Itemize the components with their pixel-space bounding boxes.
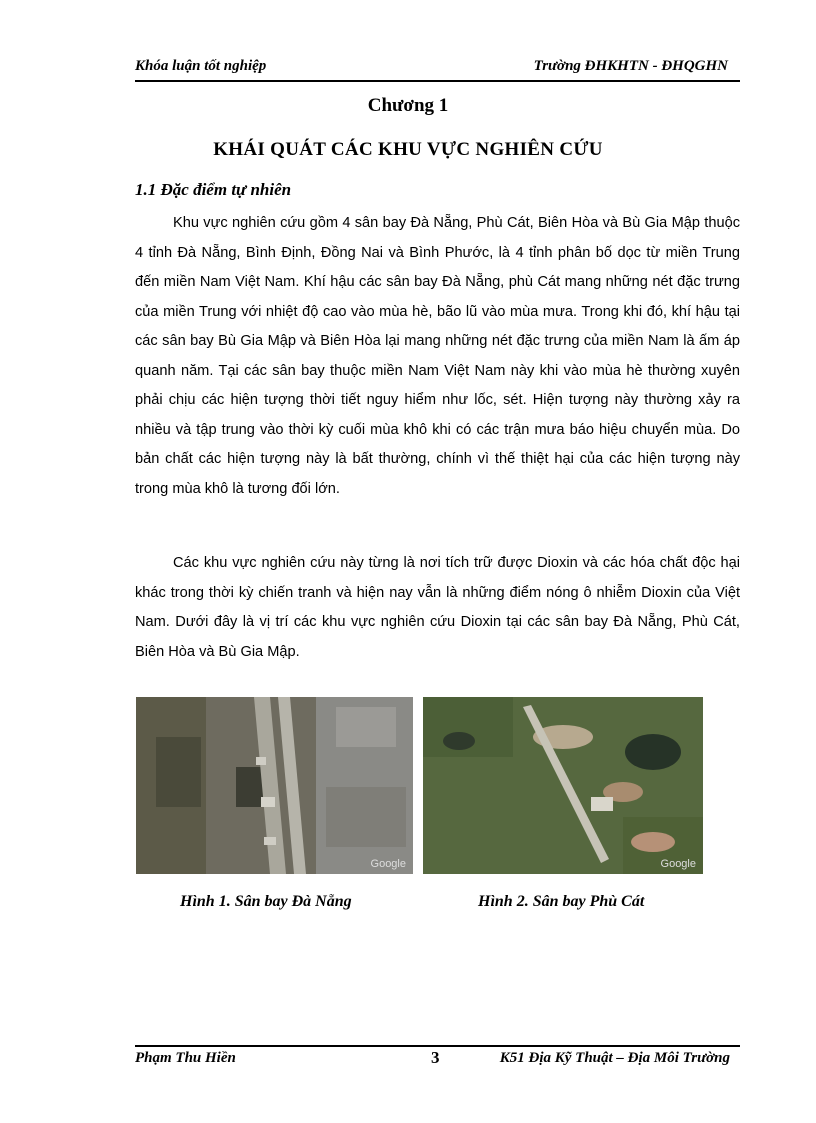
figure-2-caption: Hình 2. Sân bay Phù Cát [478, 893, 645, 910]
chapter-title: KHÁI QUÁT CÁC KHU VỰC NGHIÊN CỨU [213, 139, 603, 160]
body-paragraph-1: Khu vực nghiên cứu gồm 4 sân bay Đà Nẵng, Phù Cát, Biên Hòa và Bù Gia Mập thuộc 4 tỉnh Đà Nẵng, Bình Định, Đồng Nai và Bình Phước, là 4 tỉnh phân bố dọc từ miền Trung đến miền Nam Việt Nam. Khí hậu các sân bay Đà Nẵng, phù Cát mang những nét đặc trưng của miền Trung với nhiệt độ cao vào mùa hè, bão lũ vào mùa mưa. Trong khi đó, khí hậu tại các sân bay Bù Gia Mập và Biên Hòa lại mang những nét đặc trưng của miền Nam là ấm áp quanh năm. Tại các sân bay thuộc miền Nam Việt Nam này khi vào mùa hè thường xuyên phải chịu các hiện tượng thời tiết nguy hiểm như lốc, sét. Hiện tượng này thường xảy ra nhiều và tập trung vào thời kỳ cuối mùa khô khi có các trận mưa báo hiệu chuyển mùa. Do bản chất các hiện tượng này là bất thường, chính vì thế thiệt hại của các hiện tượng này trong mùa khô là tương đối lớn. [135, 215, 740, 497]
page-footer [135, 1045, 740, 1075]
footer-course: K51 Địa Kỹ Thuật – Địa Môi Trường [499, 1050, 730, 1066]
chapter-heading: Chương 1 [367, 95, 449, 116]
figure-1-caption: Hình 1. Sân bay Đà Nẵng [180, 893, 352, 910]
figure-2-satellite-image [423, 697, 703, 874]
figure-1-watermark: Google [370, 858, 406, 870]
header-thesis-label: Khóa luận tốt nghiệp [135, 58, 267, 74]
figure-1-satellite-image [136, 697, 413, 874]
footer-author: Phạm Thu Hiền [135, 1050, 236, 1066]
section-heading: 1.1 Đặc điểm tự nhiên [135, 180, 292, 199]
page-header [135, 56, 740, 82]
header-university-label: Trường ĐHKHTN - ĐHQGHN [533, 58, 728, 74]
page-number: 3 [431, 1048, 440, 1067]
body-paragraph-2: Các khu vực nghiên cứu này từng là nơi tích trữ được Dioxin và các hóa chất độc hại khác trong thời kỳ chiến tranh và hiện nay vẫn là những điểm nóng ô nhiễm Dioxin của Việt Nam. Dưới đây là vị trí các khu vực nghiên cứu Dioxin tại các sân bay Đà Nẵng, Phù Cát, Biên Hòa và Bù Gia Mập. [135, 555, 740, 660]
figure-2-watermark: Google [660, 858, 696, 870]
